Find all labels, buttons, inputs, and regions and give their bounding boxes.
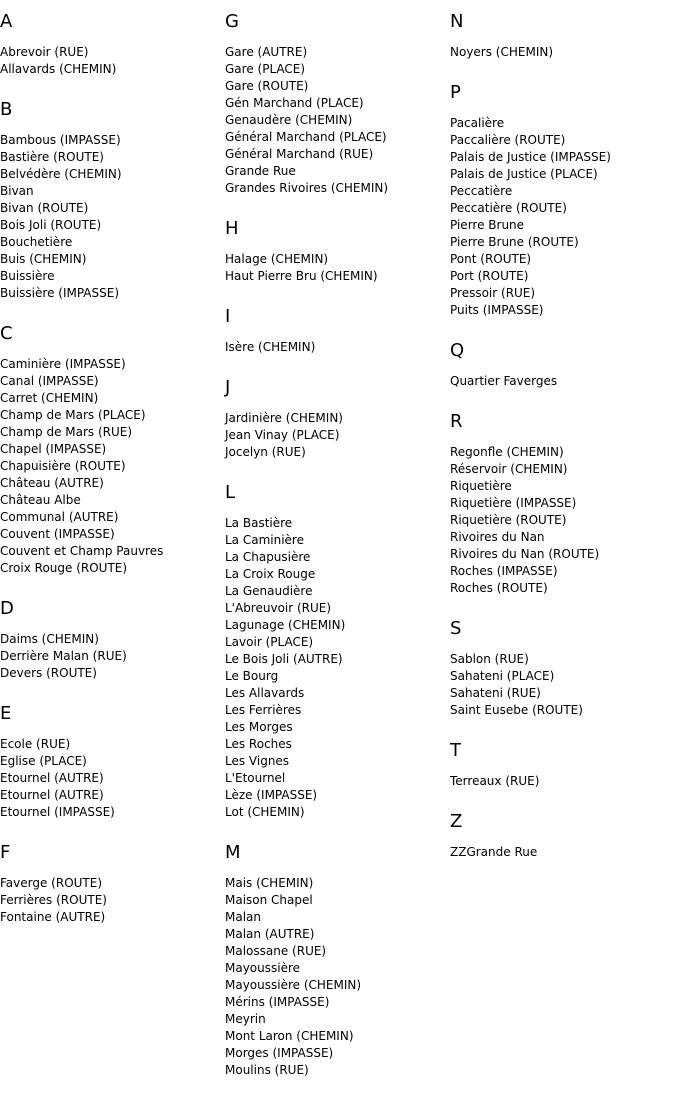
street-item: Les Ferrières: [225, 703, 302, 717]
section-letter-heading: Z: [450, 811, 463, 832]
street-list: [0, 875, 225, 926]
street-item: Palais de Justice (IMPASSE): [450, 150, 611, 164]
street-list: [225, 410, 450, 461]
letter-section-n: [450, 12, 675, 61]
street-item: Rivoires du Nan (ROUTE): [450, 547, 600, 561]
street-list: [450, 373, 675, 390]
street-list: [225, 44, 450, 197]
street-item: Saint Eusebe (ROUTE): [450, 703, 583, 717]
street-item: Chapuisière (ROUTE): [0, 459, 126, 473]
street-list: [450, 773, 675, 790]
section-letter-heading: I: [225, 306, 231, 327]
street-item: Faverge (ROUTE): [0, 876, 103, 890]
street-item: Abrevoir (RUE): [0, 45, 89, 59]
letter-section-i: [225, 307, 450, 356]
street-item: Les Morges: [225, 720, 293, 734]
street-item: Pierre Brune (ROUTE): [450, 235, 579, 249]
street-item: Grandes Rivoires (CHEMIN): [225, 181, 389, 195]
letter-section-r: [450, 412, 675, 597]
street-item: Roches (IMPASSE): [450, 564, 558, 578]
street-item: Puits (IMPASSE): [450, 303, 544, 317]
street-item: Eglise (PLACE): [0, 754, 87, 768]
street-item: Lot (CHEMIN): [225, 805, 305, 819]
street-item: Buissière: [0, 269, 55, 283]
street-item: Sablon (RUE): [450, 652, 529, 666]
section-letter-heading: P: [450, 82, 461, 103]
section-letter-heading: C: [0, 323, 13, 344]
street-item: Ferrières (ROUTE): [0, 893, 107, 907]
street-item: Lagunage (CHEMIN): [225, 618, 346, 632]
letter-section-m: [225, 843, 450, 1079]
street-list: [450, 844, 675, 861]
street-item: Bivan (ROUTE): [0, 201, 89, 215]
street-item: Moulins (RUE): [225, 1063, 309, 1077]
street-item: Genaudère (CHEMIN): [225, 113, 353, 127]
section-letter-heading: R: [450, 411, 463, 432]
street-item: Noyers (CHEMIN): [450, 45, 554, 59]
letter-section-q: [450, 341, 675, 390]
street-item: Jocelyn (RUE): [225, 445, 306, 459]
street-item: Buissière (IMPASSE): [0, 286, 120, 300]
section-letter-heading: Q: [450, 340, 465, 361]
street-item: Bouchetière: [0, 235, 73, 249]
letter-section-t: [450, 741, 675, 790]
street-item: Couvent et Champ Pauvres: [0, 544, 164, 558]
street-item: La Genaudière: [225, 584, 313, 598]
street-item: Gare (PLACE): [225, 62, 306, 76]
street-item: Bastière (ROUTE): [0, 150, 104, 164]
street-list: [450, 651, 675, 719]
street-item: Mayoussière (CHEMIN): [225, 978, 362, 992]
street-item: Gare (ROUTE): [225, 79, 309, 93]
street-list: [0, 736, 225, 821]
street-item: Meyrin: [225, 1012, 266, 1026]
letter-section-g: [225, 12, 450, 197]
street-item: Canal (IMPASSE): [0, 374, 99, 388]
letter-section-c: [0, 324, 225, 577]
street-list: [225, 339, 450, 356]
letter-section-f: [0, 843, 225, 926]
street-item: Jean Vinay (PLACE): [225, 428, 340, 442]
street-item: Derrière Malan (RUE): [0, 649, 127, 663]
letter-section-d: [0, 599, 225, 682]
street-item: Bivan: [0, 184, 34, 198]
street-item: Les Allavards: [225, 686, 305, 700]
street-item: Général Marchand (PLACE): [225, 130, 387, 144]
street-item: Jardinière (CHEMIN): [225, 411, 343, 425]
street-list: [225, 251, 450, 285]
street-item: Sahateni (PLACE): [450, 669, 555, 683]
street-list: [225, 875, 450, 1079]
street-item: Chapel (IMPASSE): [0, 442, 107, 456]
street-item: Communal (AUTRE): [0, 510, 119, 524]
index-column-2: [225, 0, 450, 1079]
street-item: Réservoir (CHEMIN): [450, 462, 568, 476]
section-letter-heading: T: [450, 740, 461, 761]
street-item: La Croix Rouge: [225, 567, 316, 581]
street-item: Lèze (IMPASSE): [225, 788, 318, 802]
letter-section-s: [450, 619, 675, 719]
section-letter-heading: E: [0, 703, 12, 724]
street-item: Ecole (RUE): [0, 737, 71, 751]
section-letter-heading: A: [0, 11, 13, 32]
street-item: Les Roches: [225, 737, 292, 751]
section-letter-heading: H: [225, 218, 239, 239]
street-item: Riquetière: [450, 479, 512, 493]
street-list: [450, 444, 675, 597]
street-list: [450, 115, 675, 319]
letter-section-z: [450, 812, 675, 861]
street-item: Pierre Brune: [450, 218, 525, 232]
street-item: Rivoires du Nan: [450, 530, 545, 544]
street-item: Bois Joli (ROUTE): [0, 218, 102, 232]
section-letter-heading: M: [225, 842, 241, 863]
street-item: Riquetière (IMPASSE): [450, 496, 577, 510]
street-item: Malan (AUTRE): [225, 927, 315, 941]
street-item: Paccalière (ROUTE): [450, 133, 566, 147]
street-item: Croix Rouge (ROUTE): [0, 561, 128, 575]
street-list: [450, 44, 675, 61]
street-item: L'Abreuvoir (RUE): [225, 601, 332, 615]
street-item: Couvent (IMPASSE): [0, 527, 115, 541]
letter-section-a: [0, 12, 225, 78]
street-list: [0, 132, 225, 302]
street-item: Palais de Justice (PLACE): [450, 167, 598, 181]
street-item: La Caminière: [225, 533, 304, 547]
street-item: Morges (IMPASSE): [225, 1046, 334, 1060]
index-column-1: [0, 0, 225, 926]
street-item: L'Etournel: [225, 771, 286, 785]
section-letter-heading: S: [450, 618, 462, 639]
street-item: Buis (CHEMIN): [0, 252, 87, 266]
street-item: Haut Pierre Bru (CHEMIN): [225, 269, 378, 283]
section-letter-heading: G: [225, 11, 239, 32]
street-item: Peccatière (ROUTE): [450, 201, 567, 215]
letter-section-p: [450, 83, 675, 319]
street-item: Maison Chapel: [225, 893, 313, 907]
street-item: Malossane (RUE): [225, 944, 327, 958]
street-item: La Chapusière: [225, 550, 311, 564]
section-letter-heading: J: [225, 377, 231, 398]
street-item: Etournel (AUTRE): [0, 788, 104, 802]
street-item: Daims (CHEMIN): [0, 632, 99, 646]
street-item: Quartier Faverges: [450, 374, 558, 388]
letter-section-h: [225, 219, 450, 285]
street-item: Champ de Mars (PLACE): [0, 408, 146, 422]
section-letter-heading: B: [0, 99, 13, 120]
street-item: Etournel (IMPASSE): [0, 805, 115, 819]
street-item: Peccatière: [450, 184, 513, 198]
street-item: Carret (CHEMIN): [0, 391, 99, 405]
street-item: Château (AUTRE): [0, 476, 104, 490]
street-item: La Bastière: [225, 516, 293, 530]
section-letter-heading: D: [0, 598, 14, 619]
street-item: Château Albe: [0, 493, 81, 507]
street-item: Le Bois Joli (AUTRE): [225, 652, 343, 666]
street-item: Terreaux (RUE): [450, 774, 540, 788]
street-item: Allavards (CHEMIN): [0, 62, 117, 76]
street-item: Grande Rue: [225, 164, 296, 178]
section-letter-heading: L: [225, 482, 236, 503]
street-item: Mont Laron (CHEMIN): [225, 1029, 354, 1043]
street-item: Champ de Mars (RUE): [0, 425, 133, 439]
street-item: Isère (CHEMIN): [225, 340, 316, 354]
street-list: [225, 515, 450, 821]
letter-section-j: [225, 378, 450, 461]
street-item: Regonfle (CHEMIN): [450, 445, 564, 459]
street-item: Pont (ROUTE): [450, 252, 532, 266]
street-item: Belvédère (CHEMIN): [0, 167, 122, 181]
street-item: Port (ROUTE): [450, 269, 529, 283]
section-letter-heading: F: [0, 842, 11, 863]
street-item: Gare (AUTRE): [225, 45, 308, 59]
street-item: Pacalière: [450, 116, 505, 130]
street-item: Etournel (AUTRE): [0, 771, 104, 785]
street-item: Général Marchand (RUE): [225, 147, 374, 161]
street-item: Devers (ROUTE): [0, 666, 97, 680]
street-item: Mayoussière: [225, 961, 301, 975]
street-item: Mérins (IMPASSE): [225, 995, 330, 1009]
street-item: ZZGrande Rue: [450, 845, 538, 859]
street-item: Les Vignes: [225, 754, 290, 768]
street-item: Fontaine (AUTRE): [0, 910, 106, 924]
street-list: [0, 44, 225, 78]
index-column-3: [450, 0, 675, 861]
letter-section-e: [0, 704, 225, 821]
street-item: Halage (CHEMIN): [225, 252, 329, 266]
street-item: Roches (ROUTE): [450, 581, 548, 595]
street-list: [0, 356, 225, 577]
street-item: Le Bourg: [225, 669, 279, 683]
street-item: Lavoir (PLACE): [225, 635, 314, 649]
letter-section-l: [225, 483, 450, 821]
street-item: Riquetière (ROUTE): [450, 513, 567, 527]
section-letter-heading: N: [450, 11, 464, 32]
street-item: Caminière (IMPASSE): [0, 357, 126, 371]
street-item: Gén Marchand (PLACE): [225, 96, 364, 110]
street-list: [0, 631, 225, 682]
street-item: Sahateni (RUE): [450, 686, 541, 700]
street-item: Malan: [225, 910, 261, 924]
letter-section-b: [0, 100, 225, 302]
street-item: Mais (CHEMIN): [225, 876, 314, 890]
street-item: Bambous (IMPASSE): [0, 133, 121, 147]
street-item: Pressoir (RUE): [450, 286, 536, 300]
